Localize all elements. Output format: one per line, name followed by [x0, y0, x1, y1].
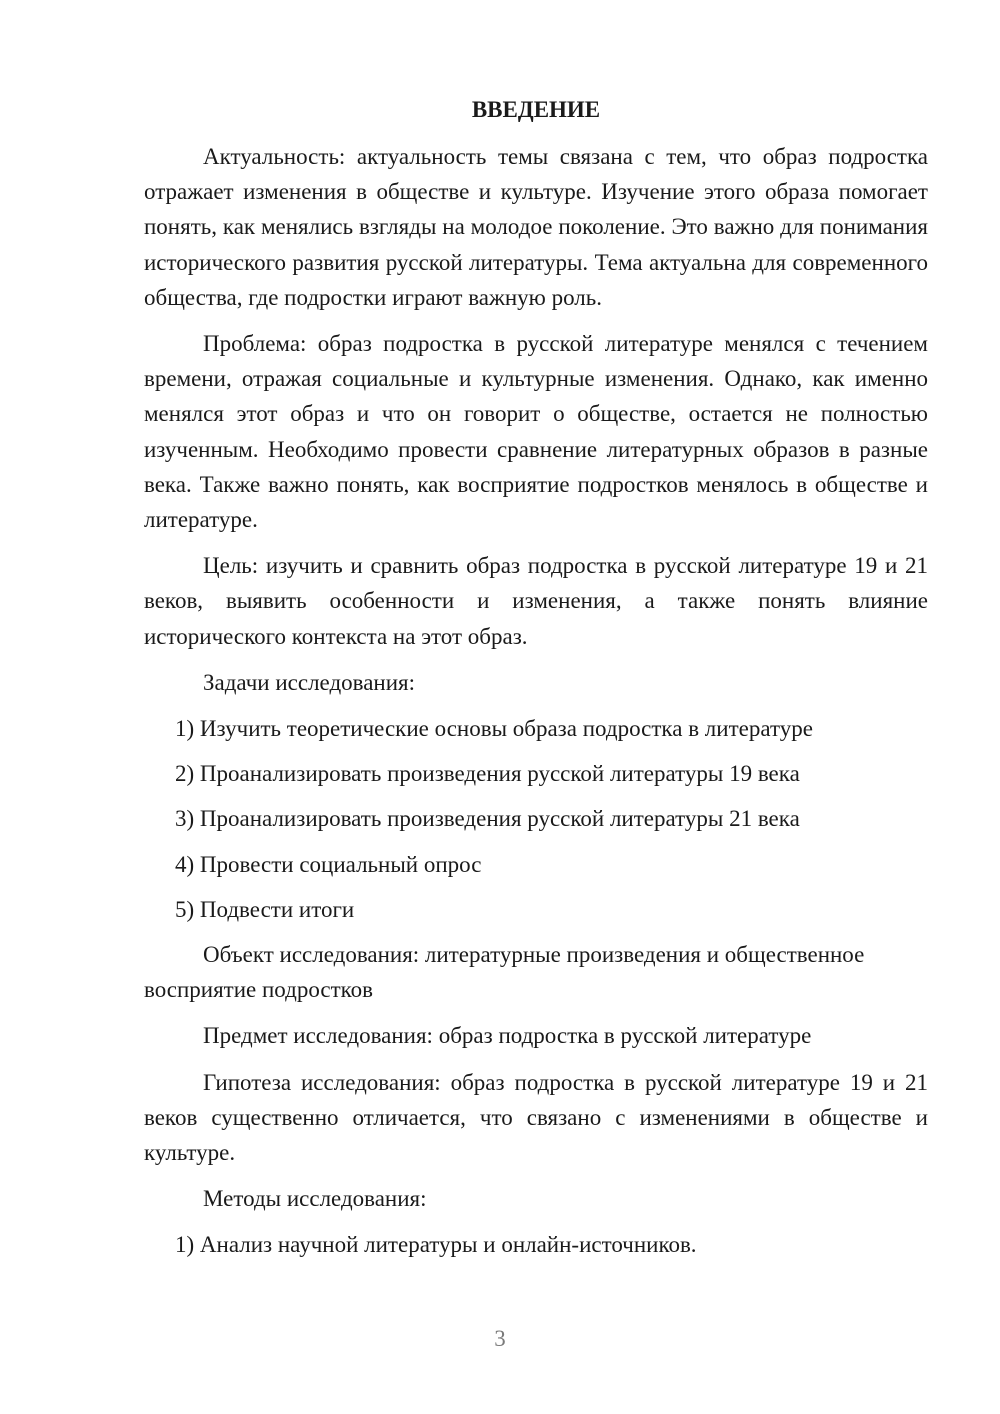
page-number: 3 — [494, 1326, 506, 1351]
method-item-1: 1) Анализ научной литературы и онлайн-источников. — [175, 1232, 697, 1258]
task-item-3: 3) Проанализировать произведения русской литературы 21 века — [175, 806, 800, 832]
tasks-heading: Задачи исследования: — [203, 669, 416, 695]
task-item-5: 5) Подвести итоги — [175, 896, 355, 922]
page-title: ВВЕДЕНИЕ — [471, 97, 601, 122]
problem-paragraph: Проблема: образ подростка в русской литературе менялся с течением времени, отражая социальные и культурные изменения. Однако, как именно менялся этот образ и что он говорит о обществе, остается не полностью изученным. Необходимо провести сравнение литературных образов в разные века. Также важно понять, как восприятие подростков менялось в обществе и литературе. — [144, 331, 928, 533]
task-item-4: 4) Провести социальный опрос — [175, 851, 482, 877]
hypothesis-paragraph: Гипотеза исследования: образ подростка в русской литературе 19 и 21 веков существенно отличается, что связано с изменениями в обществе и культуре. — [144, 1069, 928, 1166]
relevance-paragraph: Актуальность: актуальность темы связана с тем, что образ подростка отражает изменения в обществе и культуре. Изучение этого образа помогает понять, как менялись взгляды на молодое поколение. Это важно для понимания исторического развития русской литературы. Тема актуальна для современного общества, где подростки играют важную роль. — [144, 144, 928, 310]
page-content — [144, 92, 928, 1273]
task-item-1: 1) Изучить теоретические основы образа подростка в литературе — [175, 716, 813, 742]
methods-heading: Методы исследования: — [203, 1186, 427, 1212]
object-paragraph: Объект исследования: литературные произведения и общественное восприятие подростков — [144, 942, 865, 1003]
task-item-2: 2) Проанализировать произведения русской литературы 19 века — [175, 761, 800, 787]
subject-paragraph: Предмет исследования: образ подростка в русской литературе — [203, 1023, 812, 1049]
goal-paragraph: Цель: изучить и сравнить образ подростка в русской литературе 19 и 21 веков, выявить особенности и изменения, а также понять влияние исторического контекста на этот образ. — [144, 553, 928, 649]
